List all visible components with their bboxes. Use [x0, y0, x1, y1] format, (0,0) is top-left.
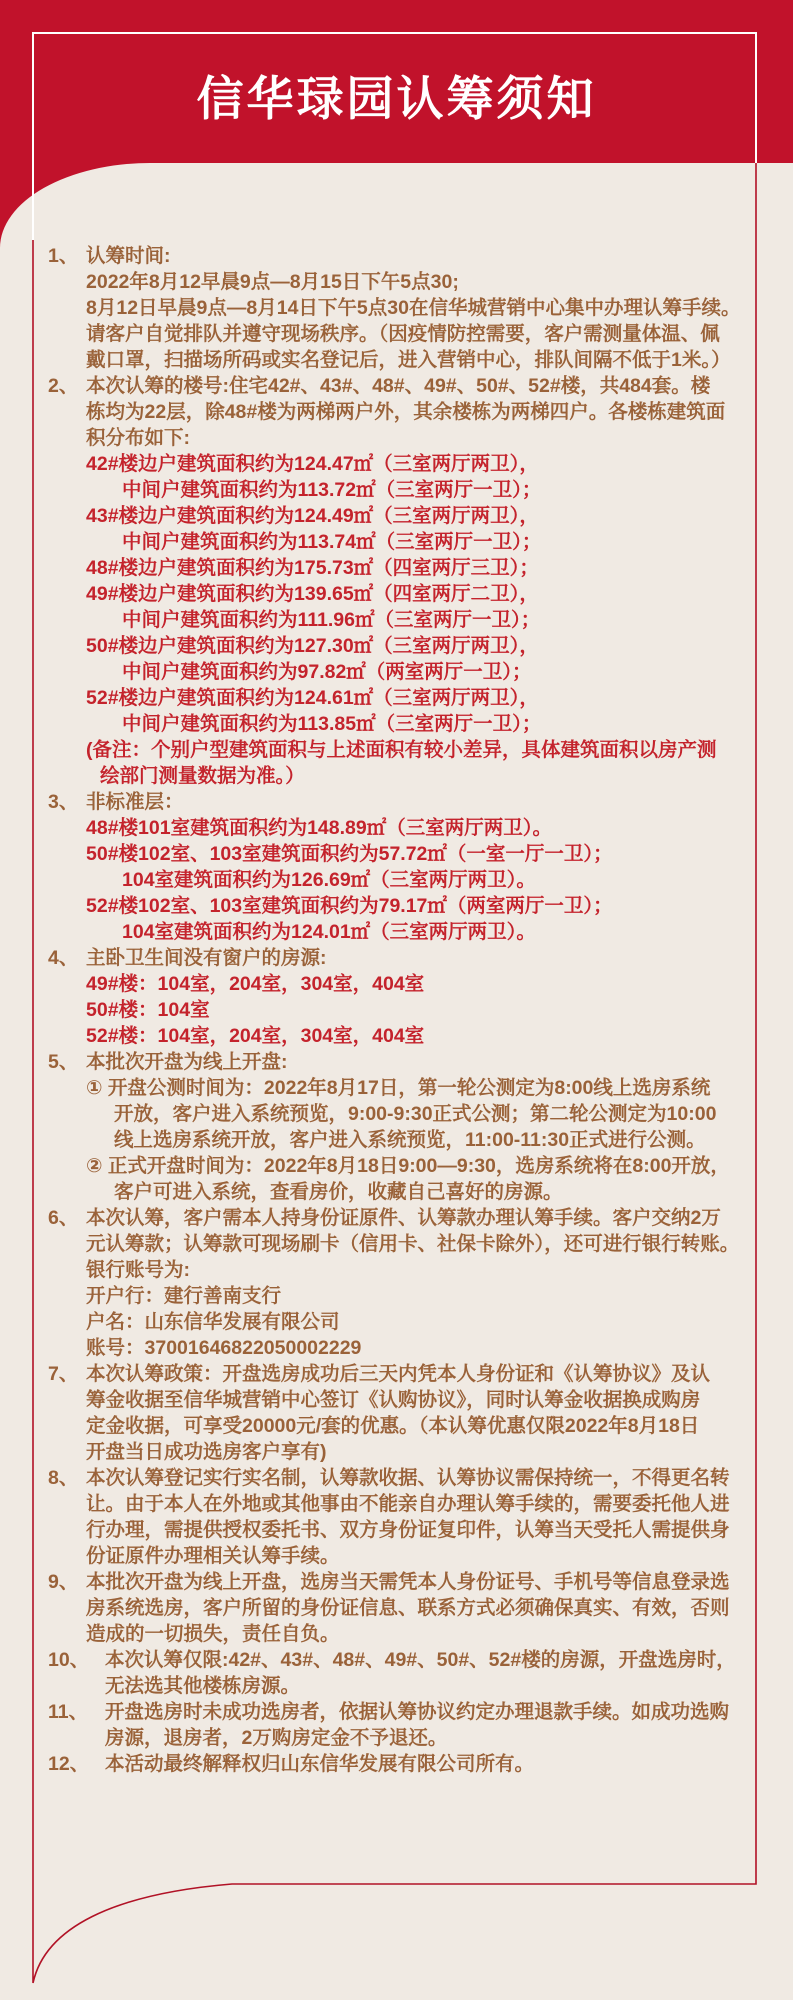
- notice-item: [48, 1205, 760, 1361]
- item-number: 6、: [48, 1207, 79, 1229]
- item-line: 户名：山东信华发展有限公司: [86, 1311, 340, 1333]
- item-line: 52#楼边户建筑面积约为124.61㎡（三室两厅两卫），: [86, 687, 539, 709]
- item-body: [86, 373, 760, 789]
- item-number: 1、: [48, 245, 79, 267]
- item-number: 10、: [48, 1649, 90, 1671]
- notice-item: [48, 243, 760, 373]
- notice-list: [48, 243, 760, 1777]
- item-body: [86, 243, 760, 373]
- item-number: 8、: [48, 1467, 79, 1489]
- item-line: 48#楼101室建筑面积约为148.89㎡（三室两厅两卫）。: [86, 817, 552, 839]
- item-line: ① 开盘公测时间为：2022年8月17日，第一轮公测定为8:00线上选房系统: [86, 1077, 711, 1099]
- item-number: 5、: [48, 1051, 79, 1073]
- item-line: 中间户建筑面积约为97.82㎡（两室两厅一卫）；: [122, 661, 532, 683]
- item-line: 元认筹款；认筹款可现场刷卡（信用卡、社保卡除外），还可进行银行转账。: [86, 1233, 740, 1255]
- item-line: 认筹时间:: [86, 245, 171, 267]
- item-line: 主卧卫生间没有窗户的房源:: [86, 947, 327, 969]
- item-line: 本次认筹，客户需本人持身份证原件、认筹款办理认筹手续。客户交纳2万: [86, 1207, 721, 1229]
- item-number: 12、: [48, 1753, 90, 1775]
- item-line: 戴口罩，扫描场所码或实名登记后，进入营销中心，排队间隔不低于1米。）: [86, 349, 731, 371]
- item-line: 定金收据，可享受20000元/套的优惠。（本认筹优惠仅限2022年8月18日: [86, 1415, 700, 1437]
- item-line: 49#楼边户建筑面积约为139.65㎡（四室两厅二卫），: [86, 583, 539, 605]
- item-line: 绘部门测量数据为准。）: [100, 765, 305, 787]
- item-line: 份证原件办理相关认筹手续。: [86, 1545, 340, 1567]
- page-title: 信华琭园认筹须知: [196, 72, 597, 125]
- item-line: 开放，客户进入系统预览，9:00-9:30正式公测；第二轮公测定为10:00: [114, 1103, 717, 1125]
- item-line: 造成的一切损失，责任自负。: [86, 1623, 340, 1645]
- item-line: 48#楼边户建筑面积约为175.73㎡（四室两厅三卫）；: [86, 557, 539, 579]
- item-line: 本次认筹仅限:42#、43#、48#、49#、50#、52#楼的房源，开盘选房时，: [105, 1649, 736, 1671]
- item-body: [86, 1361, 760, 1465]
- item-line: 本次认筹的楼号:住宅42#、43#、48#、49#、50#、52#楼，共484套。楼: [86, 375, 711, 397]
- item-line: 本次认筹政策：开盘选房成功后三天内凭本人身份证和《认筹协议》及认: [86, 1363, 711, 1385]
- notice-item: [48, 1751, 760, 1777]
- item-body: [86, 1049, 760, 1205]
- item-line: 线上选房系统开放，客户进入系统预览，11:00-11:30正式进行公测。: [114, 1129, 706, 1151]
- item-line: 请客户自觉排队并遵守现场秩序。（因疫情防控需要，客户需测量体温、佩: [86, 323, 720, 345]
- item-line: 50#楼102室、103室建筑面积约为57.72㎡（一室一厅一卫）；: [86, 843, 613, 865]
- notice-item: [48, 1569, 760, 1647]
- item-line: 非标准层：: [86, 791, 184, 813]
- item-body: [86, 945, 760, 1049]
- item-number: 9、: [48, 1571, 79, 1593]
- item-body: [105, 1751, 760, 1777]
- item-body: [105, 1699, 760, 1751]
- item-line: 房系统选房，客户所留的身份证信息、联系方式必须确保真实、有效，否则: [86, 1597, 730, 1619]
- item-line: ② 正式开盘时间为：2022年8月18日9:00—9:30，选房系统将在8:00开放，: [86, 1155, 730, 1177]
- notice-item: [48, 1699, 760, 1751]
- item-line: 让。由于本人在外地或其他事由不能亲自办理认筹手续的，需要委托他人进: [86, 1493, 730, 1515]
- item-body: [86, 1569, 760, 1647]
- item-number: 2、: [48, 375, 79, 397]
- item-line: 52#楼102室、103室建筑面积约为79.17㎡（两室两厅一卫）；: [86, 895, 613, 917]
- item-line: 开盘当日成功选房客户享有): [86, 1441, 327, 1463]
- item-line: 账号：37001646822050002229: [86, 1337, 362, 1359]
- notice-item: [48, 1361, 760, 1465]
- item-line: 49#楼：104室，204室，304室，404室: [86, 973, 425, 995]
- item-line: 本次认筹登记实行实名制，认筹款收据、认筹协议需保持统一，不得更名转: [86, 1467, 730, 1489]
- notice-item: [48, 1049, 760, 1205]
- item-line: 本批次开盘为线上开盘，选房当天需凭本人身份证号、手机号等信息登录选: [86, 1571, 730, 1593]
- item-line: 52#楼：104室，204室，304室，404室: [86, 1025, 425, 1047]
- item-line: 43#楼边户建筑面积约为124.49㎡（三室两厅两卫），: [86, 505, 539, 527]
- item-number: 3、: [48, 791, 79, 813]
- item-line: 开盘选房时未成功选房者，依据认筹协议约定办理退款手续。如成功选购: [105, 1701, 730, 1723]
- notice-item: [48, 1465, 760, 1569]
- notice-item: [48, 1647, 760, 1699]
- item-line: 银行账号为:: [86, 1259, 190, 1281]
- item-line: (备注：个别户型建筑面积与上述面积有较小差异，具体建筑面积以房产测: [86, 739, 717, 761]
- item-line: 无法选其他楼栋房源。: [105, 1675, 301, 1697]
- item-line: 2022年8月12早晨9点—8月15日下午5点30;: [86, 271, 459, 293]
- item-line: 中间户建筑面积约为111.96㎡（三室两厅一卫）；: [122, 609, 541, 631]
- item-line: 104室建筑面积约为126.69㎡（三室两厅两卫）。: [122, 869, 536, 891]
- notice-item: [48, 789, 760, 945]
- item-body: [86, 1465, 760, 1569]
- item-line: 中间户建筑面积约为113.72㎡（三室两厅一卫）；: [122, 479, 542, 501]
- item-line: 筹金收据至信华城营销中心签订《认购协议》，同时认筹金收据换成购房: [86, 1389, 701, 1411]
- item-line: 客户可进入系统，查看房价，收藏自己喜好的房源。: [114, 1181, 563, 1203]
- item-body: [86, 1205, 760, 1361]
- item-line: 中间户建筑面积约为113.85㎡（三室两厅一卫）；: [122, 713, 542, 735]
- item-number: 4、: [48, 947, 79, 969]
- item-line: 8月12日早晨9点—8月14日下午5点30在信华城营销中心集中办理认筹手续。: [86, 297, 741, 319]
- item-line: 50#楼边户建筑面积约为127.30㎡（三室两厅两卫），: [86, 635, 539, 657]
- notice-item: [48, 945, 760, 1049]
- item-line: 栋均为22层，除48#楼为两梯两户外，其余楼栋为两梯四户。各楼栋建筑面: [86, 401, 726, 423]
- item-line: 行办理，需提供授权委托书、双方身份证复印件，认筹当天受托人需提供身: [86, 1519, 730, 1541]
- item-line: 房源，退房者，2万购房定金不予退还。: [105, 1727, 448, 1749]
- item-line: 42#楼边户建筑面积约为124.47㎡（三室两厅两卫），: [86, 453, 539, 475]
- item-line: 本批次开盘为线上开盘:: [86, 1051, 288, 1073]
- item-line: 本活动最终解释权归山东信华发展有限公司所有。: [105, 1753, 535, 1775]
- item-line: 104室建筑面积约为124.01㎡（三室两厅两卫）。: [122, 921, 536, 943]
- item-line: 50#楼：104室: [86, 999, 210, 1021]
- item-line: 积分布如下:: [86, 427, 190, 449]
- item-line: 中间户建筑面积约为113.74㎡（三室两厅一卫）；: [122, 531, 542, 553]
- item-line: 开户行：建行善南支行: [86, 1285, 282, 1307]
- item-number: 7、: [48, 1363, 79, 1385]
- notice-item: [48, 373, 760, 789]
- item-body: [86, 789, 760, 945]
- item-body: [105, 1647, 760, 1699]
- item-number: 11、: [48, 1701, 89, 1723]
